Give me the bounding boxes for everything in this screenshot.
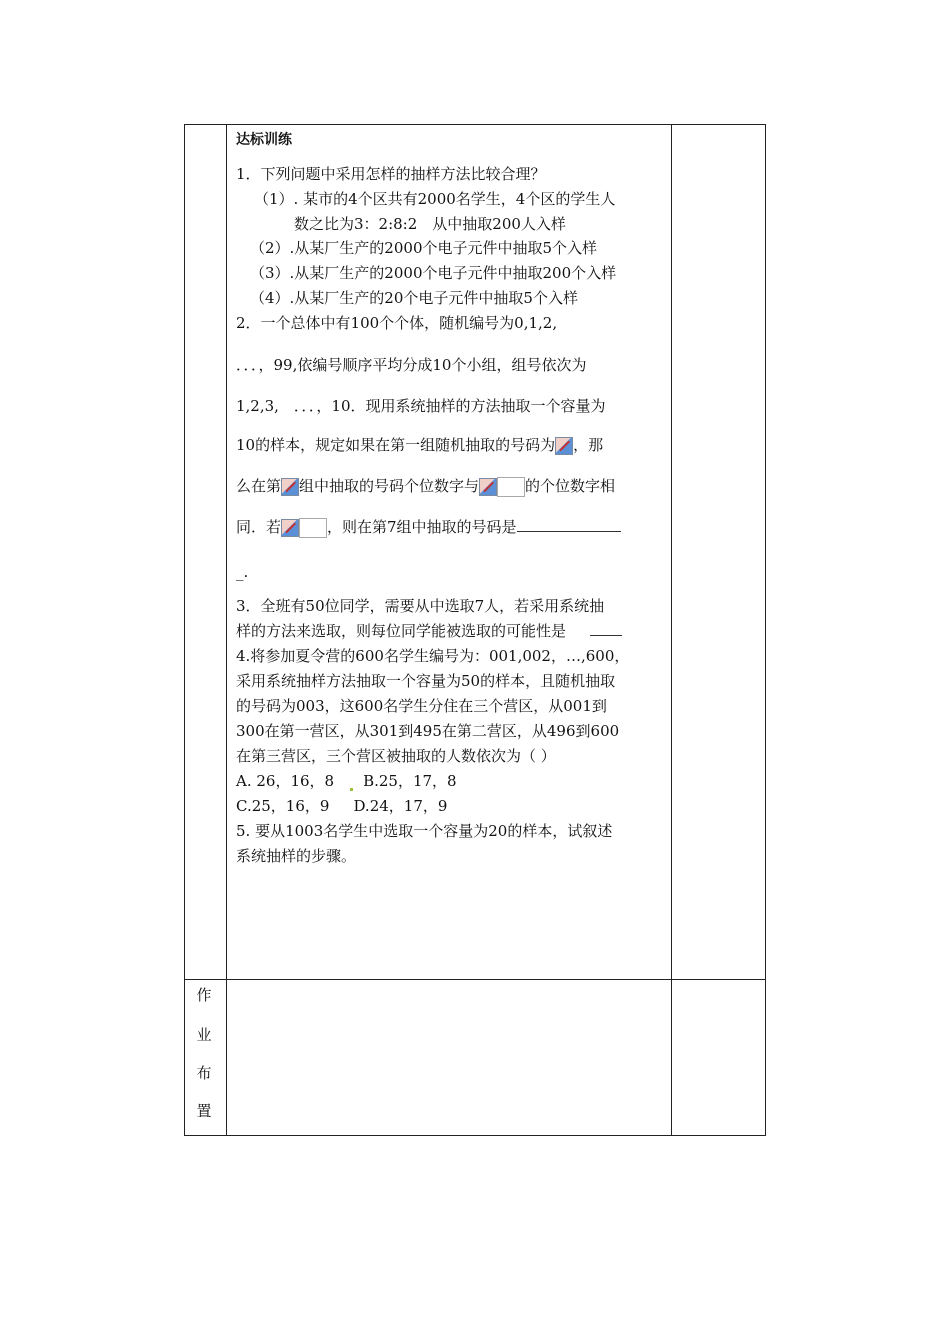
option-b: B.25，17，8 bbox=[363, 772, 457, 790]
formula-image-frame bbox=[497, 477, 525, 497]
homework-label-char-1: 作 bbox=[196, 986, 212, 1004]
question-4-line-4: 300在第一营区，从301到495在第二营区，从496到600 bbox=[236, 722, 620, 740]
question-2-line-4: 10的样本，规定如果在第一组随机抽取的号码为 ，那 bbox=[236, 436, 604, 454]
question-2-line-6: 同．若 ，则在第7组中抽取的号码是 bbox=[236, 517, 621, 538]
column-divider-right bbox=[671, 124, 672, 1136]
question-2-line-2: ．．．，99,依编号顺序平均分成10个小组，组号依次为 bbox=[236, 356, 587, 374]
question-4-line-1: 4.将参加夏令营的600名学生编号为：001,002，…,600， bbox=[236, 647, 630, 665]
formula-image-icon bbox=[281, 478, 299, 496]
homework-label-char-3: 布 bbox=[196, 1064, 212, 1082]
option-c: C.25，16，9 bbox=[236, 797, 330, 815]
question-4-options-ab bbox=[236, 771, 457, 791]
stray-mark bbox=[350, 788, 353, 791]
formula-image-icon bbox=[281, 519, 299, 537]
row-divider bbox=[184, 979, 766, 980]
question-1-title: 1．下列问题中采用怎样的抽样方法比较合理？ bbox=[236, 165, 546, 183]
homework-label-char-4: 置 bbox=[196, 1102, 212, 1120]
question-4-line-2: 采用系统抽样方法抽取一个容量为50的样本，且随机抽取 bbox=[236, 672, 616, 690]
formula-image-icon bbox=[479, 478, 497, 496]
question-1-item-2: （2）.从某厂生产的2000个电子元件中抽取5个入样 bbox=[250, 239, 598, 257]
formula-image-frame bbox=[299, 518, 327, 538]
answer-blank bbox=[517, 517, 621, 532]
formula-image-icon bbox=[555, 437, 573, 455]
question-2-line-5: 么在第 组中抽取的号码个位数字与 的个位数字相 bbox=[236, 477, 616, 495]
question-4-line-3: 的号码为003，这600名学生分住在三个营区，从001到 bbox=[236, 697, 607, 715]
homework-label-char-2: 业 bbox=[196, 1026, 212, 1044]
question-1-item-1: （1）. 某市的4个区共有2000名学生，4个区的学生人 bbox=[254, 190, 616, 208]
question-2-line-3: 1,2,3, ．．．，10．现用系统抽样的方法抽取一个容量为 bbox=[236, 397, 606, 415]
question-1-item-1-cont: 数之比为3：2:8:2 从中抽取200人入样 bbox=[294, 215, 566, 233]
section-title: 达标训练 bbox=[236, 132, 292, 148]
question-3-line-1: 3．全班有50位同学，需要从中选取7人，若采用系统抽 bbox=[236, 597, 605, 615]
question-4-line-5: 在第三营区，三个营区被抽取的人数依次为（ ） bbox=[236, 747, 556, 765]
question-5-line-1: 5. 要从1003名学生中选取一个容量为20的样本，试叙述 bbox=[236, 822, 613, 840]
question-2-line-1: 2．一个总体中有100个个体，随机编号为0,1,2, bbox=[236, 314, 558, 332]
option-d: D.24，17，9 bbox=[353, 797, 448, 815]
question-4-options-cd bbox=[236, 796, 447, 816]
question-1-item-4: （4）.从某厂生产的20个电子元件中抽取5个入样 bbox=[250, 289, 578, 307]
option-a: A. 26，16，8 bbox=[236, 772, 335, 790]
question-3-line-2: 样的方法来选取，则每位同学能被选取的可能性是 bbox=[236, 621, 622, 641]
column-divider-left bbox=[226, 124, 227, 1136]
answer-blank bbox=[590, 621, 622, 636]
question-1-item-3: （3）.从某厂生产的2000个电子元件中抽取200个入样 bbox=[250, 264, 617, 282]
question-2-line-7: _. bbox=[236, 563, 249, 581]
question-5-line-2: 系统抽样的步骤。 bbox=[236, 847, 357, 865]
